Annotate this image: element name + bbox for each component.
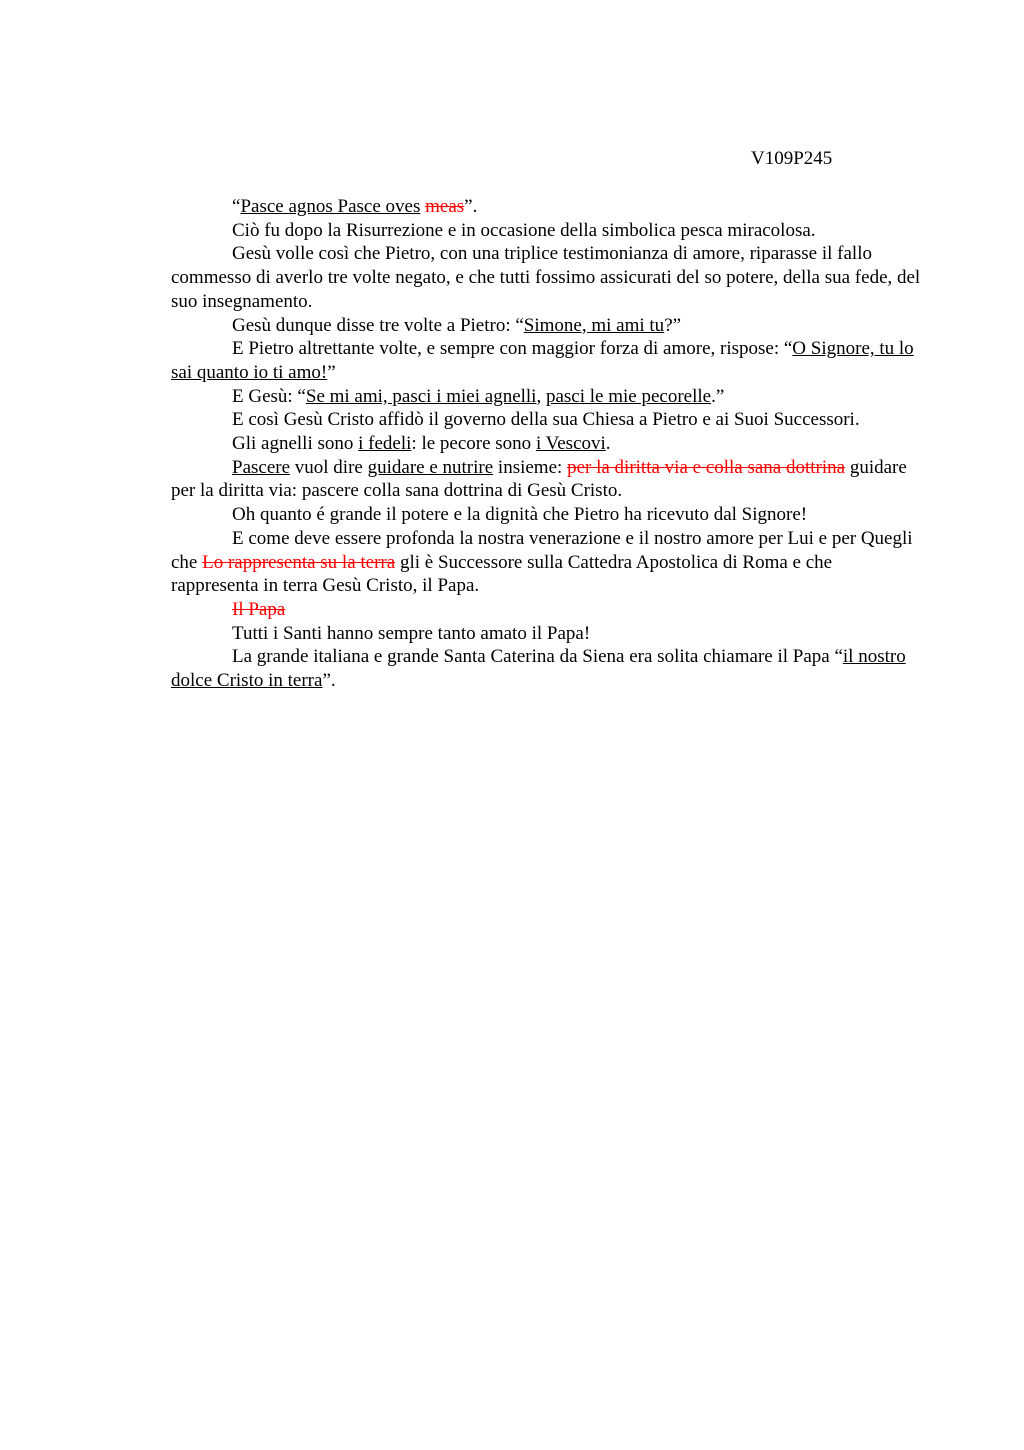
- text-run: Ciò fu dopo la Risurrezione e in occasione della simbolica pesca miracolosa.: [232, 219, 816, 241]
- text-run: E come deve essere profonda la nostra venerazione e il nostro amore per Lui e per Quegli che: [171, 527, 913, 573]
- paragraph: [171, 622, 921, 646]
- text-run: ,: [536, 385, 546, 407]
- underlined-text: i fedeli: [358, 433, 412, 455]
- text-run: vuol dire: [290, 456, 368, 478]
- underlined-text: il nostro dolce Cristo in terra: [171, 646, 906, 692]
- text-run: E Gesù: “: [232, 385, 306, 407]
- deleted-text: meas: [425, 196, 465, 217]
- text-run: insieme:: [493, 456, 568, 478]
- text-run: ”: [327, 361, 336, 383]
- text-run: ?”: [664, 314, 682, 336]
- underlined-text: guidare e nutrire: [367, 456, 494, 478]
- paragraph: [171, 645, 921, 692]
- document-body: [171, 195, 921, 693]
- text-run: ”.: [464, 196, 478, 217]
- text-run: Oh quanto é grande il potere e la dignità che Pietro ha ricevuto dal Signore!: [232, 504, 808, 526]
- underlined-text: Se mi ami, pasci i miei agnelli: [305, 385, 537, 407]
- text-run: Gesù dunque disse tre volte a Pietro: “: [232, 314, 524, 336]
- deleted-text: Il Papa: [232, 598, 286, 620]
- paragraph: [171, 314, 921, 338]
- text-run: .: [605, 433, 611, 455]
- text-run: : le pecore sono: [411, 433, 536, 455]
- paragraph: [171, 219, 921, 243]
- text-run: Gesù volle così che Pietro, con una triplice testimonianza di amore, riparasse il fallo commesso di averlo tre volte negato, e che tutti fossimo assicurati del so potere, della sua fede, del suo insegnamento.: [171, 243, 921, 312]
- text-run: ”.: [322, 670, 336, 692]
- underlined-text: pasci le mie pecorelle: [545, 385, 712, 407]
- text-run: “: [232, 196, 241, 217]
- text-run: E Pietro altrettante volte, e sempre con maggior forza di amore, rispose: “: [232, 338, 793, 360]
- page-id: V109P245: [751, 148, 833, 169]
- paragraph: [171, 432, 921, 456]
- underlined-text: Pasce agnos Pasce oves: [240, 196, 421, 217]
- underlined-text: Simone, mi ami tu: [523, 314, 665, 336]
- deleted-text: Lo rappresenta su la terra: [202, 551, 396, 573]
- paragraph: [171, 503, 921, 527]
- paragraph: [171, 337, 921, 384]
- text-run: Tutti i Santi hanno sempre tanto amato il Papa!: [232, 622, 591, 644]
- underlined-text: O Signore, tu lo sai quanto io ti amo!: [171, 338, 914, 383]
- text-run: gli è Successore sulla Cattedra Apostolica di Roma e che rappresenta in terra Gesù Cristo, il Papa.: [171, 551, 833, 597]
- deleted-text: per la diritta via e colla sana dottrina: [567, 456, 846, 478]
- underlined-text: Pascere: [232, 456, 291, 478]
- paragraph: [171, 408, 921, 432]
- paragraph: [171, 527, 921, 598]
- text-run: .”: [711, 385, 725, 407]
- paragraph: [171, 385, 921, 409]
- underlined-text: i Vescovi: [535, 433, 606, 455]
- text-run: La grande italiana e grande Santa Caterina da Siena era solita chiamare il Papa “: [232, 646, 843, 668]
- text-run: guidare per la diritta via: pascere colla sana dottrina di Gesù Cristo.: [171, 456, 907, 502]
- text-run: E così Gesù Cristo affidò il governo della sua Chiesa a Pietro e ai Suoi Successori.: [232, 409, 860, 431]
- paragraph: [171, 456, 921, 503]
- text-run: Gli agnelli sono: [232, 433, 359, 455]
- paragraph: [171, 195, 921, 219]
- paragraph: [171, 598, 921, 622]
- paragraph: [171, 242, 921, 313]
